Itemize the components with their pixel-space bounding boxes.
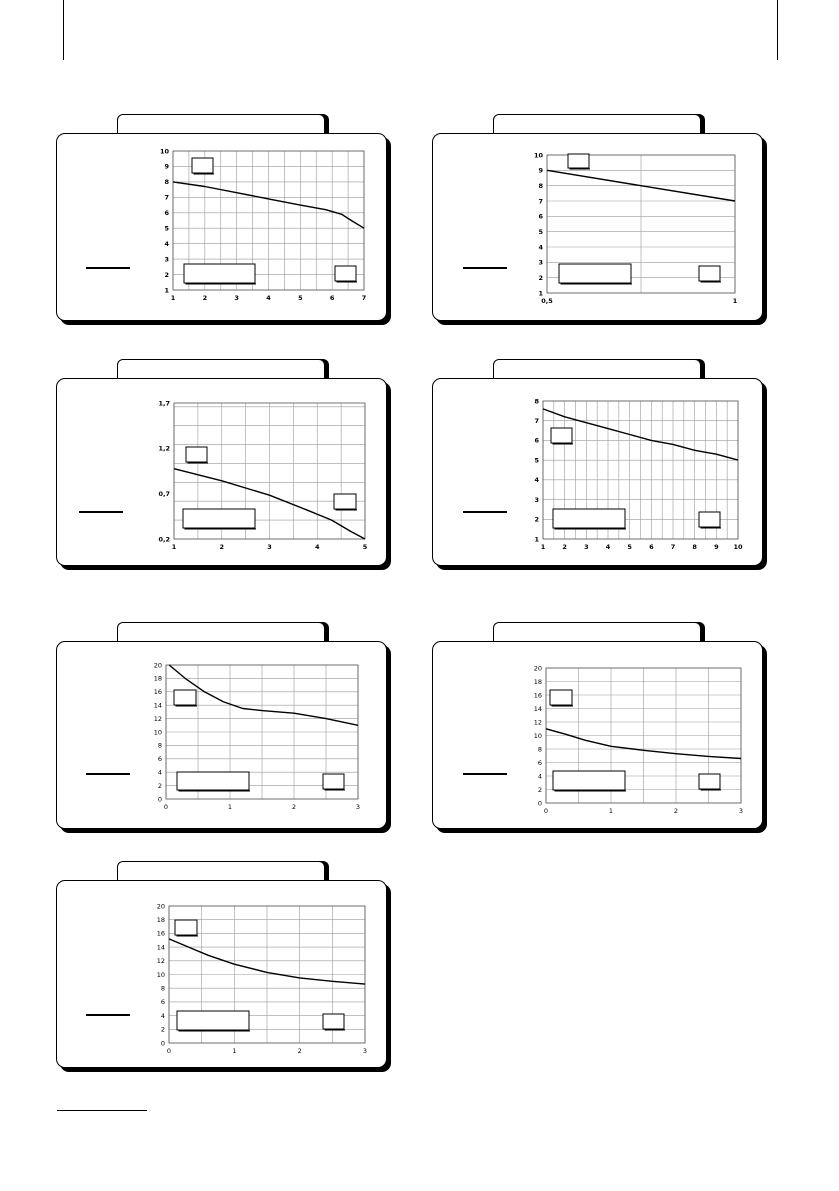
x-tick-label: 0,5 (541, 297, 553, 305)
x-tick-label: 9 (714, 543, 719, 551)
y-tick-label: 0 (160, 1039, 165, 1048)
y-tick-label: 9 (538, 166, 543, 175)
x-tick-label: 10 (733, 543, 743, 551)
y-tick-label: 4 (534, 476, 539, 485)
chart-1 (150, 145, 380, 315)
y-tick-label: 10 (533, 731, 542, 740)
x-tick-label: 2 (202, 294, 208, 302)
y-tick-label: 14 (153, 701, 162, 710)
chart-4 (525, 393, 755, 563)
y-tick-label: 2 (537, 785, 542, 794)
chart-5 (140, 657, 375, 822)
x-tick-label: 1 (608, 807, 614, 815)
y-tick-label: 6 (157, 755, 162, 764)
y-tick-label: 3 (164, 255, 169, 264)
x-tick-label: 6 (329, 294, 335, 302)
y-tick-label: 1 (164, 286, 169, 295)
y-tick-label: 10 (159, 147, 169, 156)
x-tick-label: 1 (170, 294, 176, 302)
y-tick-label: 6 (534, 436, 539, 445)
y-tick-label: 8 (534, 397, 539, 406)
x-tick-label: 3 (234, 294, 239, 302)
y-tick-label: 6 (538, 212, 543, 221)
y-tick-label: 10 (533, 151, 543, 160)
label-box-2 (184, 264, 255, 283)
chart-6 (520, 660, 755, 825)
x-tick-label: 3 (362, 1047, 368, 1055)
footnote-rule (57, 1110, 147, 1111)
crop-mark-left (63, 0, 64, 60)
y-tick-label: 8 (164, 178, 169, 187)
chart-1-side-line (86, 267, 130, 269)
chart-3-title-tab (117, 359, 325, 379)
y-tick-label: 6 (160, 998, 165, 1007)
x-tick-label: 5 (362, 543, 368, 551)
x-tick-label: 0 (163, 803, 169, 811)
y-tick-label: 16 (533, 691, 542, 700)
chart-5-title-tab (117, 622, 325, 642)
y-tick-label: 8 (537, 745, 542, 754)
y-tick-label: 6 (537, 758, 542, 767)
y-tick-label: 18 (156, 916, 165, 924)
chart-4-side-line (463, 511, 507, 513)
x-tick-label: 0 (543, 807, 549, 815)
x-tick-label: 1 (171, 543, 177, 551)
label-box-1 (192, 158, 213, 173)
y-tick-label: 5 (538, 227, 543, 236)
label-box-1 (174, 690, 196, 705)
y-tick-label: 5 (164, 224, 169, 233)
y-tick-label: 1 (534, 535, 539, 544)
label-box-3 (699, 512, 720, 527)
y-tick-label: 0,7 (158, 489, 170, 498)
label-box-1 (175, 920, 197, 935)
x-tick-label: 2 (562, 543, 567, 551)
x-tick-label: 2 (291, 803, 297, 811)
y-tick-label: 2 (160, 1025, 165, 1034)
label-box-1 (550, 690, 572, 705)
x-tick-label: 1 (232, 1047, 237, 1055)
x-tick-label: 4 (266, 294, 271, 302)
x-tick-label: 2 (297, 1047, 302, 1055)
y-tick-label: 20 (533, 664, 542, 673)
y-tick-label: 10 (156, 970, 165, 979)
label-box-1 (551, 428, 572, 443)
y-tick-label: 2 (538, 273, 543, 282)
label-box-3 (699, 266, 720, 281)
label-box-3 (334, 494, 356, 509)
y-tick-label: 8 (157, 741, 162, 750)
y-tick-label: 7 (534, 417, 539, 426)
chart-2-side-line (463, 267, 507, 269)
x-tick-label: 6 (649, 543, 654, 551)
y-tick-label: 7 (164, 193, 169, 202)
chart-3-side-line (79, 511, 123, 513)
x-tick-label: 4 (314, 543, 320, 551)
x-tick-label: 3 (584, 543, 589, 551)
x-tick-label: 7 (361, 294, 367, 302)
x-tick-label: 8 (692, 543, 697, 551)
chart-2-title-tab (493, 114, 701, 134)
x-tick-label: 4 (605, 543, 611, 551)
x-tick-label: 1 (540, 543, 546, 551)
y-tick-label: 4 (538, 243, 543, 252)
label-box-2 (559, 264, 631, 283)
y-tick-label: 3 (534, 495, 539, 504)
label-box-3 (323, 1014, 344, 1029)
label-box-3 (335, 266, 356, 281)
y-tick-label: 1,2 (158, 444, 170, 453)
y-tick-label: 4 (160, 1011, 165, 1020)
y-tick-label: 3 (538, 258, 543, 267)
chart-5-side-line (86, 773, 130, 775)
x-tick-label: 3 (267, 543, 272, 551)
label-box-2 (177, 1011, 249, 1030)
y-tick-label: 12 (156, 957, 165, 966)
x-tick-label: 5 (298, 294, 303, 302)
y-tick-label: 16 (153, 688, 162, 697)
y-tick-label: 14 (533, 704, 542, 713)
y-tick-label: 20 (156, 902, 165, 911)
y-tick-label: 10 (153, 728, 162, 737)
series-line (169, 665, 358, 725)
y-tick-label: 8 (160, 984, 165, 993)
y-tick-label: 0 (537, 799, 542, 808)
y-tick-label: 12 (533, 718, 542, 727)
y-tick-label: 0,2 (158, 535, 170, 544)
y-tick-label: 12 (153, 714, 162, 723)
chart-1-title-tab (117, 114, 325, 134)
y-tick-label: 4 (164, 239, 169, 248)
chart-7-title-tab (117, 861, 325, 881)
y-tick-label: 18 (153, 674, 162, 683)
y-tick-label: 5 (534, 456, 539, 465)
chart-7 (140, 898, 375, 1063)
label-box-1 (568, 154, 589, 168)
label-box-1 (186, 447, 207, 462)
x-tick-label: 2 (673, 807, 679, 815)
y-tick-label: 14 (156, 943, 165, 952)
y-tick-label: 2 (534, 515, 539, 524)
x-tick-label: 5 (627, 543, 632, 551)
y-tick-label: 18 (533, 677, 542, 686)
y-tick-label: 2 (164, 270, 169, 279)
chart-6-title-tab (493, 622, 701, 642)
x-tick-label: 3 (738, 807, 744, 815)
y-tick-label: 4 (157, 768, 162, 777)
crop-mark-right (777, 0, 778, 60)
y-tick-label: 7 (538, 197, 543, 206)
chart-4-title-tab (493, 359, 701, 379)
y-tick-label: 8 (538, 181, 543, 190)
label-box-2 (553, 771, 625, 790)
x-tick-label: 7 (670, 543, 676, 551)
y-tick-label: 20 (153, 661, 162, 670)
y-tick-label: 0 (157, 795, 162, 804)
x-tick-label: 1 (227, 803, 233, 811)
y-tick-label: 1,7 (158, 399, 170, 408)
label-box-3 (323, 774, 344, 789)
chart-7-side-line (86, 1014, 130, 1016)
y-tick-label: 2 (157, 781, 162, 790)
y-tick-label: 16 (156, 929, 165, 938)
x-tick-label: 1 (732, 297, 738, 305)
chart-2 (525, 145, 755, 315)
y-tick-label: 9 (164, 162, 169, 171)
x-tick-label: 2 (219, 543, 225, 551)
chart-3 (150, 393, 380, 563)
label-box-2 (183, 509, 255, 528)
label-box-3 (699, 774, 720, 789)
chart-6-side-line (463, 773, 507, 775)
x-tick-label: 3 (355, 803, 361, 811)
label-box-2 (177, 772, 249, 790)
y-tick-label: 6 (164, 209, 169, 218)
x-tick-label: 0 (166, 1047, 172, 1055)
label-box-2 (553, 509, 625, 528)
y-tick-label: 1 (538, 289, 543, 298)
y-tick-label: 4 (537, 772, 542, 781)
